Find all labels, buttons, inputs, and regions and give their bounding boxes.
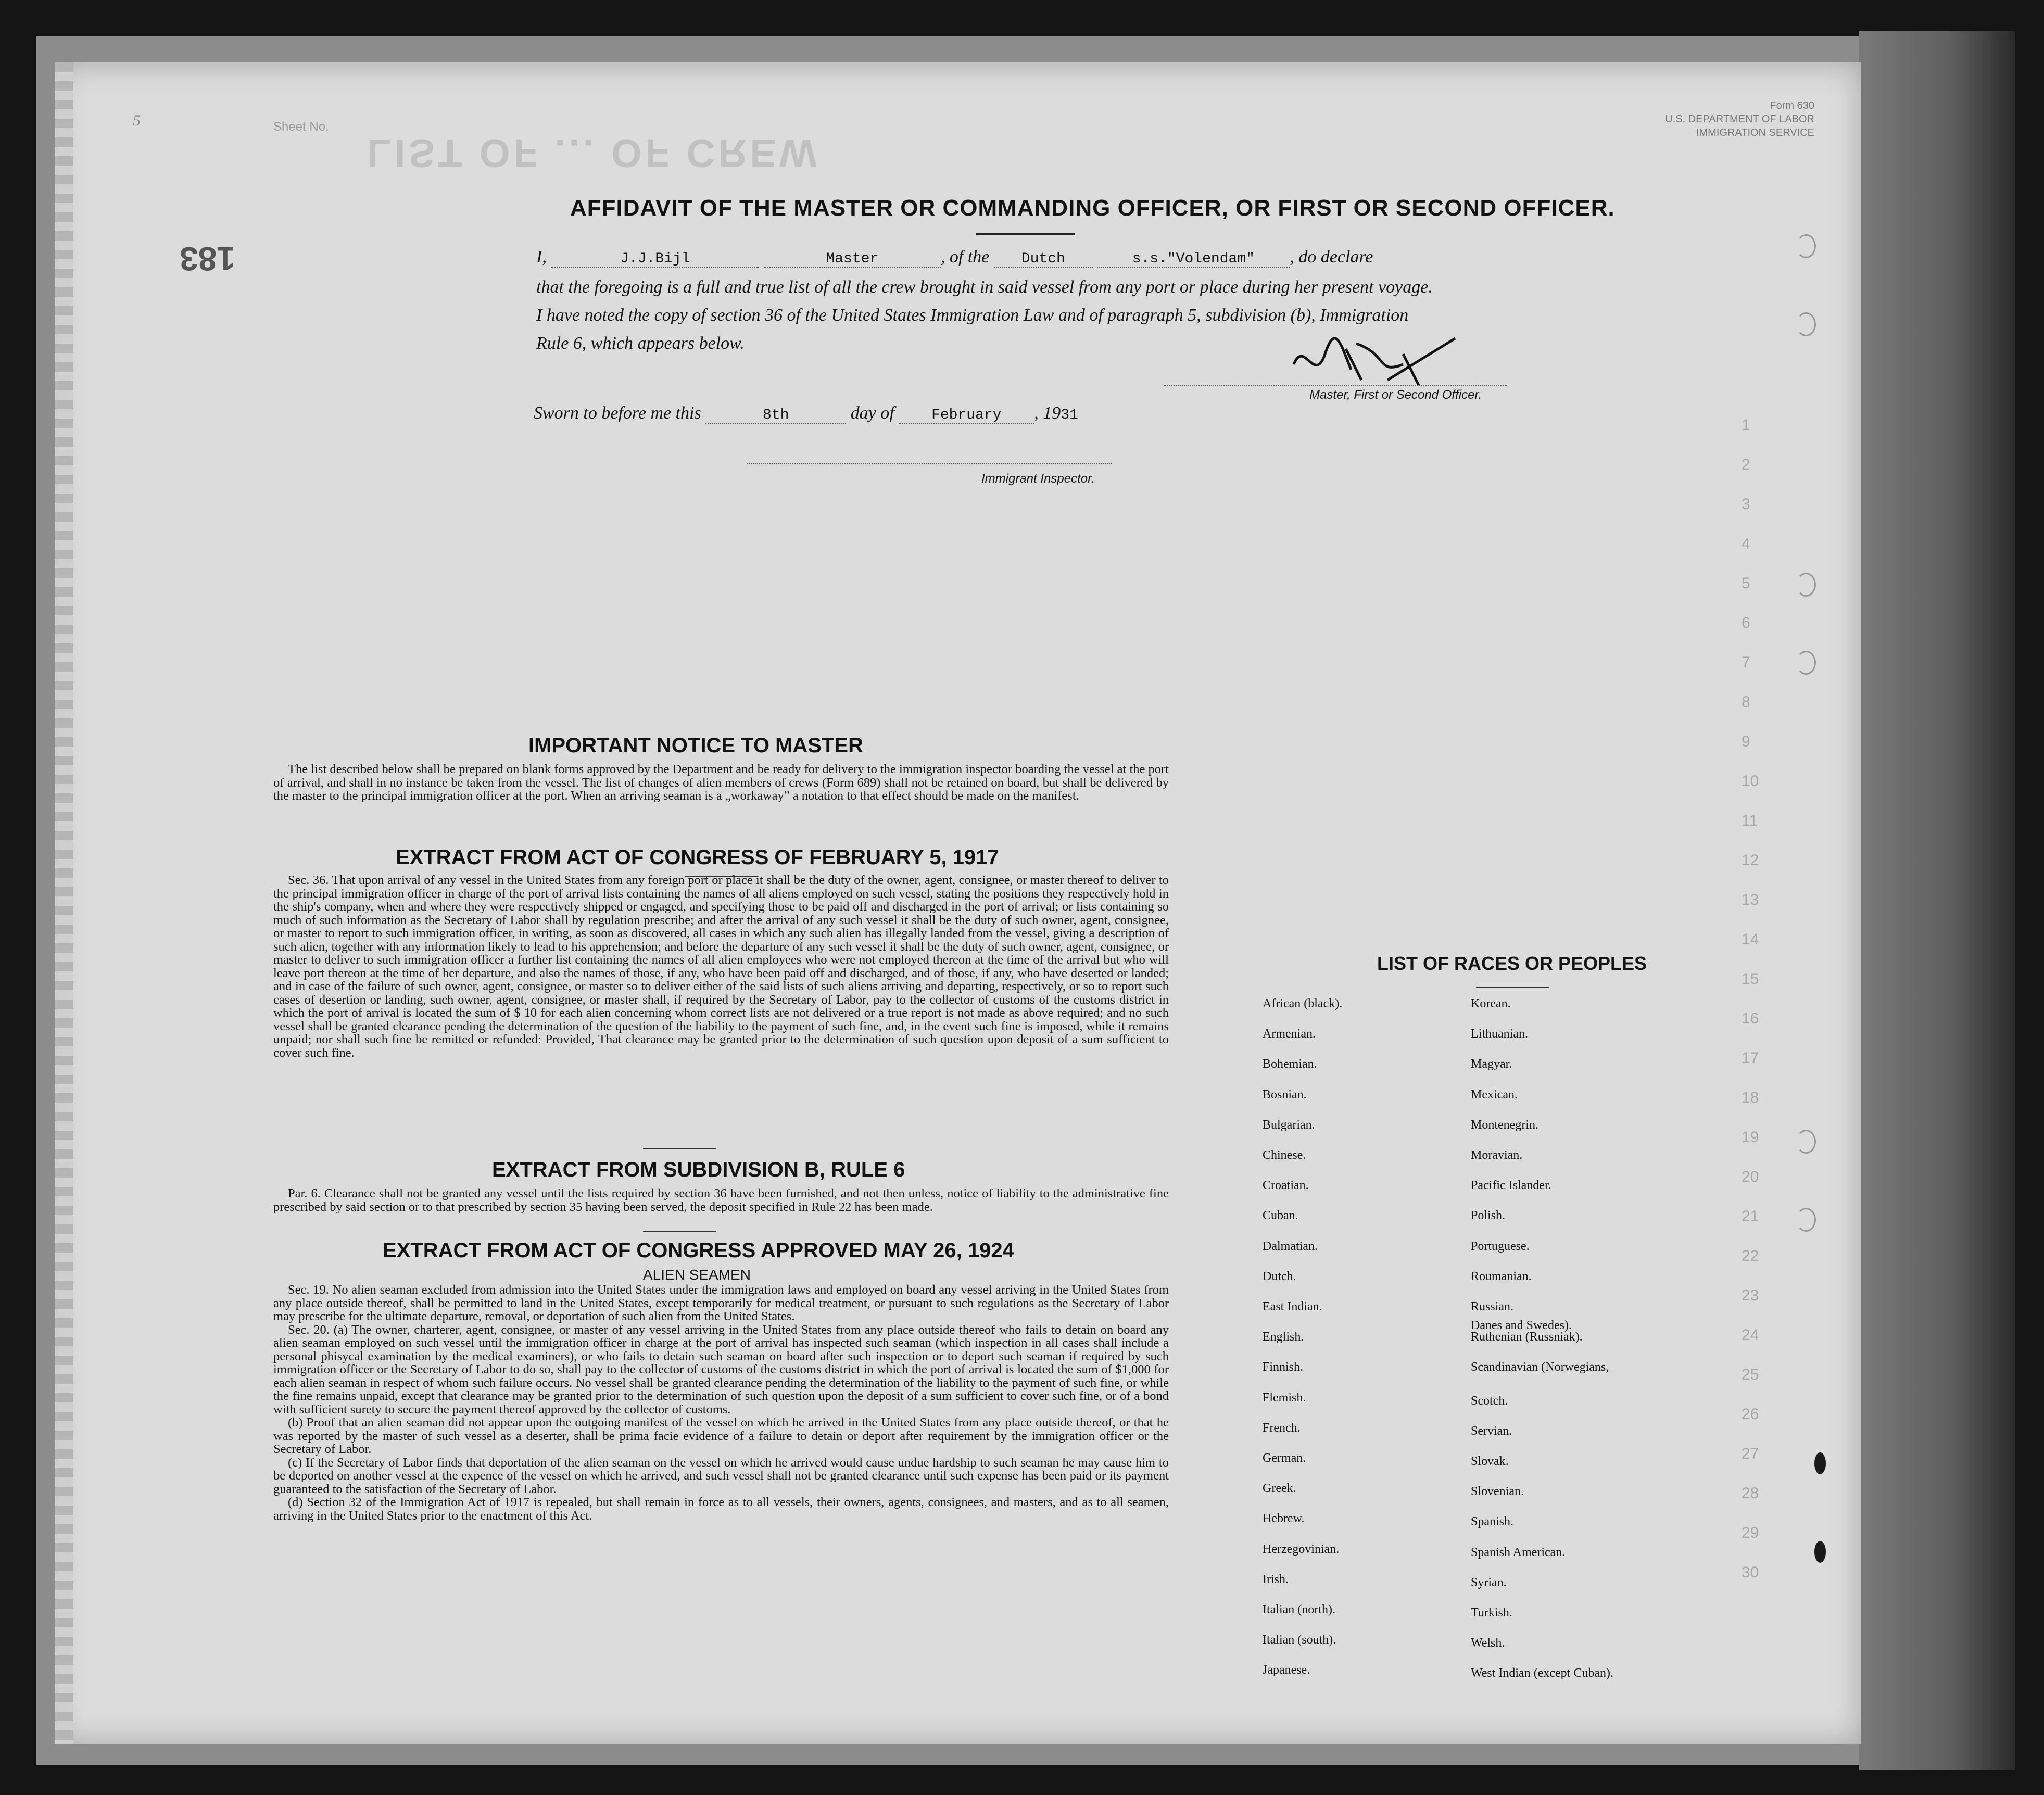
rule6-text: [273, 1187, 1169, 1213]
race-scandinavian-cont: Danes and Swedes).: [1471, 1319, 1572, 1332]
race-item: Mexican.: [1471, 1088, 1518, 1102]
ghost-row-number: 25: [1742, 1366, 1759, 1383]
race-item: Dutch.: [1263, 1269, 1296, 1283]
year-field: 31: [1061, 407, 1078, 423]
ghost-page-number: 183: [180, 240, 235, 277]
ghost-row-number: 29: [1742, 1524, 1759, 1541]
sec20a-paragraph: Sec. 20. (a) The owner, charterer, agent, consignee, or master of any vessel arriving in the United States from any place outside thereof who fails to detain on board any alien seaman employed on such vessel until the immigration officer in charge at the port of arrival has inspected such seaman (which inspection in all cases shall include a personal phisycal examination by the medical examiners), or who fails to detain such seaman on board after such inspection or to deport such seaman if required by such immigration officer or the Secretary of Labor to do so, shall pay to the collector of customs of the customs district in which the port of arrival is located the sum of $1,000 for each alien seaman in respect of whom such failure occurs. No vessel shall be granted clearance pending the determination of the liability to the payment of such fine, or while the fine remains unpaid, except that clearance may be granted prior to the determination of such question upon the deposit of a sum sufficient to cover such fine, or of a bond with sufficient surety to secure the payment thereof approved by the collector of customs.: [273, 1322, 1169, 1417]
form-note: Form 630 U.S. DEPARTMENT OF LABOR IMMIGRATION SERVICE: [1665, 100, 1814, 138]
race-item: Servian.: [1471, 1424, 1512, 1438]
race-item: Ruthenian (Russniak).: [1471, 1330, 1583, 1344]
ghost-row-number: 22: [1742, 1247, 1759, 1265]
race-item: Greek.: [1263, 1482, 1296, 1496]
ghost-row-number: 24: [1742, 1326, 1759, 1344]
ledger-edge: [1859, 31, 2015, 1770]
ghost-row-number: 26: [1742, 1406, 1759, 1423]
races-rule: [1476, 987, 1549, 988]
race-item: Croatian.: [1263, 1179, 1309, 1193]
ghost-row-number: 21: [1742, 1208, 1759, 1225]
inspector-line: [747, 463, 1112, 464]
master-name-field: J.J.Bijl: [551, 251, 759, 268]
ghost-row-number: 30: [1742, 1564, 1759, 1581]
punch-hole: [1814, 1452, 1826, 1474]
ghost-row-number: 12: [1742, 852, 1759, 869]
race-item: Bosnian.: [1263, 1088, 1307, 1102]
ghost-row-number: 17: [1742, 1050, 1759, 1067]
sec20d-paragraph: (d) Section 32 of the Immigration Act of 1917 is repealed, but shall remain in force as to all vessels, their owners, agents, consignees, and masters, and as to all seamen, arriving in the United States prior to the enactment of this Act.: [273, 1495, 1169, 1523]
sworn-line: [534, 403, 1078, 424]
notice-text: [273, 763, 1169, 803]
affidavit-line-3: I have noted the copy of section 36 of the United States Immigration Law and of paragraph 5, subdivision (b), Immigration: [536, 306, 1409, 325]
race-item: French.: [1263, 1421, 1301, 1435]
race-item: Dalmatian.: [1263, 1239, 1318, 1253]
sec19-paragraph: Sec. 19. No alien seaman excluded from admission into the United States under the immigration laws and employed on board any vessel arriving in the United States from any place outside thereof, shall be permitted to land in the United States, except temporarily for medical treatment, or pursuant to such regulations as the Secretary of Labor may prescribe for the ultimate departure, removal, or deportation of such alien from the United States.: [273, 1283, 1169, 1323]
day-field: 8th: [705, 407, 846, 424]
race-item: Slovak.: [1471, 1455, 1509, 1468]
declare-label: , do declare: [1290, 247, 1373, 267]
race-item: Armenian.: [1263, 1027, 1316, 1041]
nationality-field: Dutch: [994, 251, 1093, 268]
race-item: English.: [1263, 1330, 1304, 1344]
race-item: African (black).: [1263, 997, 1343, 1010]
race-item: German.: [1263, 1451, 1306, 1465]
race-item: Pacific Islander.: [1471, 1179, 1551, 1193]
race-item: Lithuanian.: [1471, 1027, 1528, 1041]
master-signature: [1283, 333, 1481, 396]
ghost-row-number: 2: [1742, 456, 1750, 473]
race-item: Syrian.: [1471, 1575, 1507, 1589]
sec36-paragraph: Sec. 36. That upon arrival of any vessel in the United States from any foreign port or place it shall be the duty of the owner, agent, consignee, or master thereof to deliver to the principal immigration officer in charge of the port of arrival lists containing the names of all aliens employed on such vessel, stating the positions they respectively hold in the ship's company, when and where they were respectively shipped or engaged, and specifying those to be paid off and discharged in the port of arrival; or lists containing so much of such information as the Secretary of Labor shall by regulation prescribe; and after the arrival of any such vessel it shall be the duty of such owner, agent, consignee, or master to report to such immigration officer, in writing, as soon as discovered, all cases in which any such alien has illegally landed from the vessel, giving a description of such alien, together with any information likely to lead to his apprehension; and before the departure of any such vessel it shall be the duty of such owner, agent, consignee, or master to deliver to such immigration officer a further list containing the names of all alien employees who were not employed thereon at the time of the arrival but who will leave port thereon at the time of her departure, and also the names of those, if any, who have been paid off and discharged, and of those, if any, who have deserted or landed; and in case of the failure of such owner, agent, consignee, or master so to deliver either of the said lists of such aliens arriving and departing, respectively, or so to report such cases of desertion or landing, such owner, agent, consignee, or master shall, if required by the Secretary of Labor, pay to the collector of customs of the customs district in which the port of arrival is located the sum of $ 10 for each alien concerning whom correct lists are not delivered or a true report is not made as above required; and no such vessel shall be granted clearance pending the determination of the question of the liability to the payment of such fine, and, in the event such fine is imposed, while it remains unpaid; nor shall such fine be remitted or refunded: Provided, That clearance may be granted prior to the determination of such question upon deposit of a sum sufficient to cover such fine.: [273, 873, 1169, 1060]
rule6-title: EXTRACT FROM SUBDIVISION B, RULE 6: [492, 1158, 905, 1181]
ghost-row-number: 13: [1742, 891, 1759, 908]
ghost-list-title: LIST OF ... OF CREW: [367, 131, 820, 175]
ghost-row-number: 15: [1742, 970, 1759, 988]
ghost-row-number: 6: [1742, 614, 1750, 631]
vessel-field: s.s."Volendam": [1097, 251, 1290, 268]
month-field: February: [899, 407, 1034, 424]
binder-ring: [1796, 651, 1816, 675]
race-item: Irish.: [1263, 1572, 1289, 1586]
sec20b-paragraph: (b) Proof that an alien seaman did not appear upon the outgoing manifest of the vessel on which he arrived in the United States from any place outside thereof, or that he was reported by the master of such vessel as a deserter, shall be prima facie evidence of a failure to detain or deport after requirement by the immigration officer or the Secretary of Labor.: [273, 1415, 1169, 1456]
binder-ring: [1796, 312, 1816, 336]
race-item: Finnish.: [1263, 1360, 1304, 1374]
par6-paragraph: Par. 6. Clearance shall not be granted any vessel until the lists required by section 36 have been furnished, and not then unless, notice of liability to the administrative fine prescribed by said section or to that prescribed by section 35 having been served, the deposit specified in Rule 22 has been made.: [273, 1186, 1169, 1214]
ghost-row-number: 9: [1742, 733, 1750, 750]
binder-ring: [1796, 1208, 1816, 1232]
race-item: Slovenian.: [1471, 1485, 1524, 1499]
ghost-row-number: 3: [1742, 496, 1750, 513]
race-item: Spanish American.: [1471, 1545, 1566, 1559]
signature-caption: Master, First or Second Officer.: [1309, 388, 1482, 402]
ghost-row-number: 10: [1742, 773, 1759, 790]
extract-1917-title: EXTRACT FROM ACT OF CONGRESS OF FEBRUARY 5, 1917: [396, 846, 999, 869]
races-title: LIST OF RACES OR PEOPLES: [1377, 953, 1647, 974]
ghost-row-number: 18: [1742, 1089, 1759, 1106]
race-item: Italian (north).: [1263, 1603, 1335, 1616]
race-item: Spanish.: [1471, 1515, 1514, 1529]
ghost-row-number: 14: [1742, 931, 1759, 948]
affidavit-title: AFFIDAVIT OF THE MASTER OR COMMANDING OFFICER, OR FIRST OR SECOND OFFICER.: [570, 195, 1615, 221]
ghost-row-number: 23: [1742, 1287, 1759, 1304]
ghost-row-number: 8: [1742, 693, 1750, 711]
race-item: Turkish.: [1471, 1606, 1512, 1620]
ghost-row-number: 19: [1742, 1129, 1759, 1146]
sec20c-paragraph: (c) If the Secretary of Labor finds that deportation of the alien seaman on the vessel on which he arrived would cause undue hardship to such seaman he may cause him to be deported on another vessel at the expence of the vessel on which he arrived, and such vessel shall not be granted clearance until such expense has been paid or its payment guaranteed to the satisfaction of the Secretary of Labor.: [273, 1455, 1169, 1496]
ghost-row-number: 20: [1742, 1168, 1759, 1185]
binding-edge: [55, 62, 73, 1744]
title-rule: [976, 233, 1075, 235]
race-item: Russian.: [1471, 1300, 1514, 1313]
extract-1924-title: EXTRACT FROM ACT OF CONGRESS APPROVED MAY 26, 1924: [383, 1239, 1014, 1262]
race-item: Welsh.: [1471, 1636, 1505, 1650]
race-item: Magyar.: [1471, 1057, 1512, 1071]
binder-ring: [1796, 234, 1816, 258]
notice-paragraph: The list described below shall be prepared on blank forms approved by the Department and be ready for delivery to the immigration inspector boarding the vessel at the port of arrival, and shall in no instance be taken from the vessel. The list of changes of alien members of crews (Form 689) shall not be retained on board, but shall be delivered by the master to the principal immigration officer at the port. When an arriving seaman is a „workaway” a notation to that effect should be made on the manifest.: [273, 762, 1169, 803]
section-rule: [643, 1231, 716, 1232]
race-item: Herzegovinian.: [1263, 1542, 1340, 1556]
punch-hole: [1814, 1541, 1826, 1563]
ghost-row-number: 27: [1742, 1445, 1759, 1462]
year-prefix: , 19: [1034, 403, 1061, 423]
ghost-row-number: 16: [1742, 1010, 1759, 1027]
race-item: Korean.: [1471, 997, 1511, 1010]
race-item: Chinese.: [1263, 1148, 1306, 1162]
race-item: Flemish.: [1263, 1391, 1306, 1405]
extract-1924-text: [273, 1283, 1169, 1522]
race-item: Italian (south).: [1263, 1633, 1336, 1647]
inspector-caption: Immigrant Inspector.: [981, 472, 1095, 486]
rank-field: Master: [764, 251, 941, 268]
race-item: West Indian (except Cuban).: [1471, 1666, 1613, 1680]
notice-title: IMPORTANT NOTICE TO MASTER: [528, 734, 863, 757]
race-item: East Indian.: [1263, 1300, 1322, 1313]
ghost-row-number: 11: [1742, 812, 1758, 829]
race-item: Scotch.: [1471, 1394, 1508, 1408]
race-item: Polish.: [1471, 1209, 1506, 1223]
affidavit-line-1: [536, 247, 1373, 268]
section-rule: [643, 1148, 716, 1149]
race-item: Bohemian.: [1263, 1057, 1317, 1071]
race-item: Scandinavian (Norwegians,: [1471, 1360, 1609, 1374]
affidavit-line-2: that the foregoing is a full and true list of all the crew brought in said vessel from any port or place during her present voyage.: [536, 277, 1433, 297]
race-item: Cuban.: [1263, 1209, 1298, 1223]
i-label: I,: [536, 247, 547, 267]
alien-seamen-subtitle: ALIEN SEAMEN: [643, 1267, 751, 1283]
race-item: Moravian.: [1471, 1148, 1523, 1162]
sworn-label: Sworn to before me this: [534, 403, 701, 423]
sheet-number-label: Sheet No.: [273, 120, 329, 134]
binder-ring: [1796, 573, 1816, 597]
binder-ring: [1796, 1130, 1816, 1154]
day-of-label: day of: [850, 403, 894, 423]
race-item: Japanese.: [1263, 1663, 1310, 1677]
corner-mark: 5: [133, 112, 141, 129]
ghost-row-number: 4: [1742, 535, 1750, 552]
ghost-row-number: 7: [1742, 654, 1750, 671]
ghost-row-number: 5: [1742, 575, 1750, 592]
race-item: Portuguese.: [1471, 1239, 1530, 1253]
of-the-label: , of the: [940, 247, 990, 267]
race-item: Hebrew.: [1263, 1512, 1305, 1526]
extract-1917-text: [273, 874, 1169, 1059]
race-item: Roumanian.: [1471, 1269, 1532, 1283]
ghost-row-number: 28: [1742, 1485, 1759, 1502]
signature-line: [1164, 385, 1507, 386]
ghost-row-number: 1: [1742, 416, 1750, 434]
race-item: Bulgarian.: [1263, 1118, 1315, 1132]
race-item: Montenegrin.: [1471, 1118, 1538, 1132]
manifest-page: [55, 62, 1861, 1744]
affidavit-line-4: Rule 6, which appears below.: [536, 334, 745, 353]
